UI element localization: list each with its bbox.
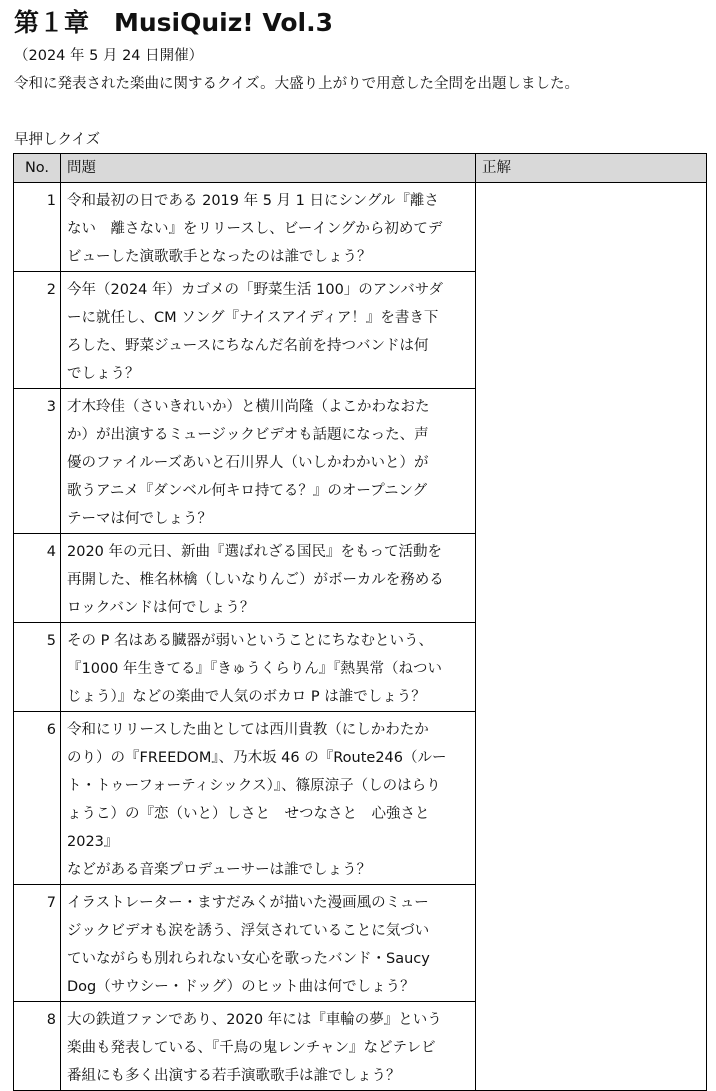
question-line: 才木玲佳（さいきれいか）と横川尚隆（よこかわなおた [67, 399, 430, 415]
question-line: 『1000 年生きてる』『きゅうくらりん』『熱異常（ねつい [67, 661, 443, 677]
question-number: 8 [14, 1002, 61, 1091]
question-line: ょうこ）の『恋（いと）しさと せつなさと 心強さと 2023』 [67, 806, 430, 850]
intro-text: 令和に発表された楽曲に関するクイズ。大盛り上がりで用意した全問を出題しました。 [14, 76, 580, 92]
table-row [14, 183, 707, 272]
question-line: ト・トゥーフォーティシックス）』、篠原涼子（しのはらり [67, 778, 441, 794]
question-cell [61, 389, 476, 534]
question-line: 今年（2024 年）カゴメの「野菜生活 100」のアンバサダ [67, 282, 443, 298]
question-cell [61, 534, 476, 623]
question-number: 3 [14, 389, 61, 534]
question-cell [61, 623, 476, 712]
question-line: でしょう？ [67, 366, 140, 382]
question-line: ビューした演歌歌手となったのは誰でしょう？ [67, 249, 372, 265]
question-line: テーマは何でしょう？ [67, 511, 212, 527]
table-header-row [14, 154, 707, 183]
question-line: ろした、野菜ジュースにちなんだ名前を持つバンドは何 [67, 338, 429, 354]
question-cell [61, 712, 476, 885]
question-line: 大の鉄道ファンであり、2020 年には『車輪の夢』という [67, 1012, 442, 1028]
question-line: ない 離さない』をリリースし、ビーイングから初めてデ [67, 221, 443, 237]
question-line: などがある音楽プロデューサーは誰でしょう？ [67, 862, 372, 878]
question-line: 番組にも多く出演する若手演歌歌手は誰でしょう？ [67, 1068, 401, 1084]
question-line: か）が出演するミュージックビデオも話題になった、声 [67, 427, 429, 443]
question-line: ロックバンドは何でしょう？ [67, 600, 255, 616]
quiz-table [13, 153, 707, 1091]
question-number: 5 [14, 623, 61, 712]
question-line: イラストレーター・ますだみくが描いた漫画風のミュー [67, 895, 429, 911]
question-line: のり）の『FREEDOM』、乃木坂 46 の『Route246（ルー [67, 750, 447, 766]
question-line: 令和にリリースした曲としては西川貴教（にしかわたか [67, 722, 429, 738]
question-line: その P 名はある臓器が弱いということにちなむという、 [67, 633, 433, 649]
question-line: 歌うアニメ『ダンベル何キロ持てる？』のオープニング [67, 483, 428, 499]
question-number: 1 [14, 183, 61, 272]
answer-column[interactable] [476, 183, 707, 1091]
question-number: 2 [14, 272, 61, 389]
section-title: 早押しクイズ [14, 132, 101, 148]
question-line: ーに就任し、CM ソング『ナイスアイディア！』を書き下 [67, 310, 439, 326]
question-number: 4 [14, 534, 61, 623]
question-cell [61, 183, 476, 272]
question-line: じょう）』などの楽曲で人気のボカロ P は誰でしょう？ [67, 689, 426, 705]
question-line: ていながらも別れられない女心を歌ったバンド・Saucy [67, 951, 430, 967]
chapter-title: 第１章 MusiQuiz! Vol.3 [14, 8, 334, 37]
question-line: Dog（サウシー・ドッグ）のヒット曲は何でしょう？ [67, 979, 415, 995]
event-date: （2024 年 5 月 24 日開催） [14, 48, 204, 64]
question-line: 優のファイルーズあいと石川界人（いしかわかいと）が [67, 455, 429, 471]
question-cell [61, 885, 476, 1002]
question-line: ジックビデオも涙を誘う、浮気されていることに気づい [67, 923, 430, 939]
question-number: 7 [14, 885, 61, 1002]
question-cell [61, 272, 476, 389]
header-answer: 正解 [476, 154, 707, 183]
header-no: No. [14, 154, 61, 183]
quiz-table-body [14, 183, 707, 1091]
header-question: 問題 [61, 154, 476, 183]
question-line: 再開した、椎名林檎（しいなりんご）がボーカルを務める [67, 572, 444, 588]
question-line: 2020 年の元日、新曲『選ばれざる国民』をもって活動を [67, 544, 443, 560]
question-line: 楽曲も発表している、『千鳥の鬼レンチャン』などテレビ [67, 1040, 436, 1056]
question-number: 6 [14, 712, 61, 885]
question-cell [61, 1002, 476, 1091]
question-line: 令和最初の日である 2019 年 5 月 1 日にシングル『離さ [67, 193, 439, 209]
